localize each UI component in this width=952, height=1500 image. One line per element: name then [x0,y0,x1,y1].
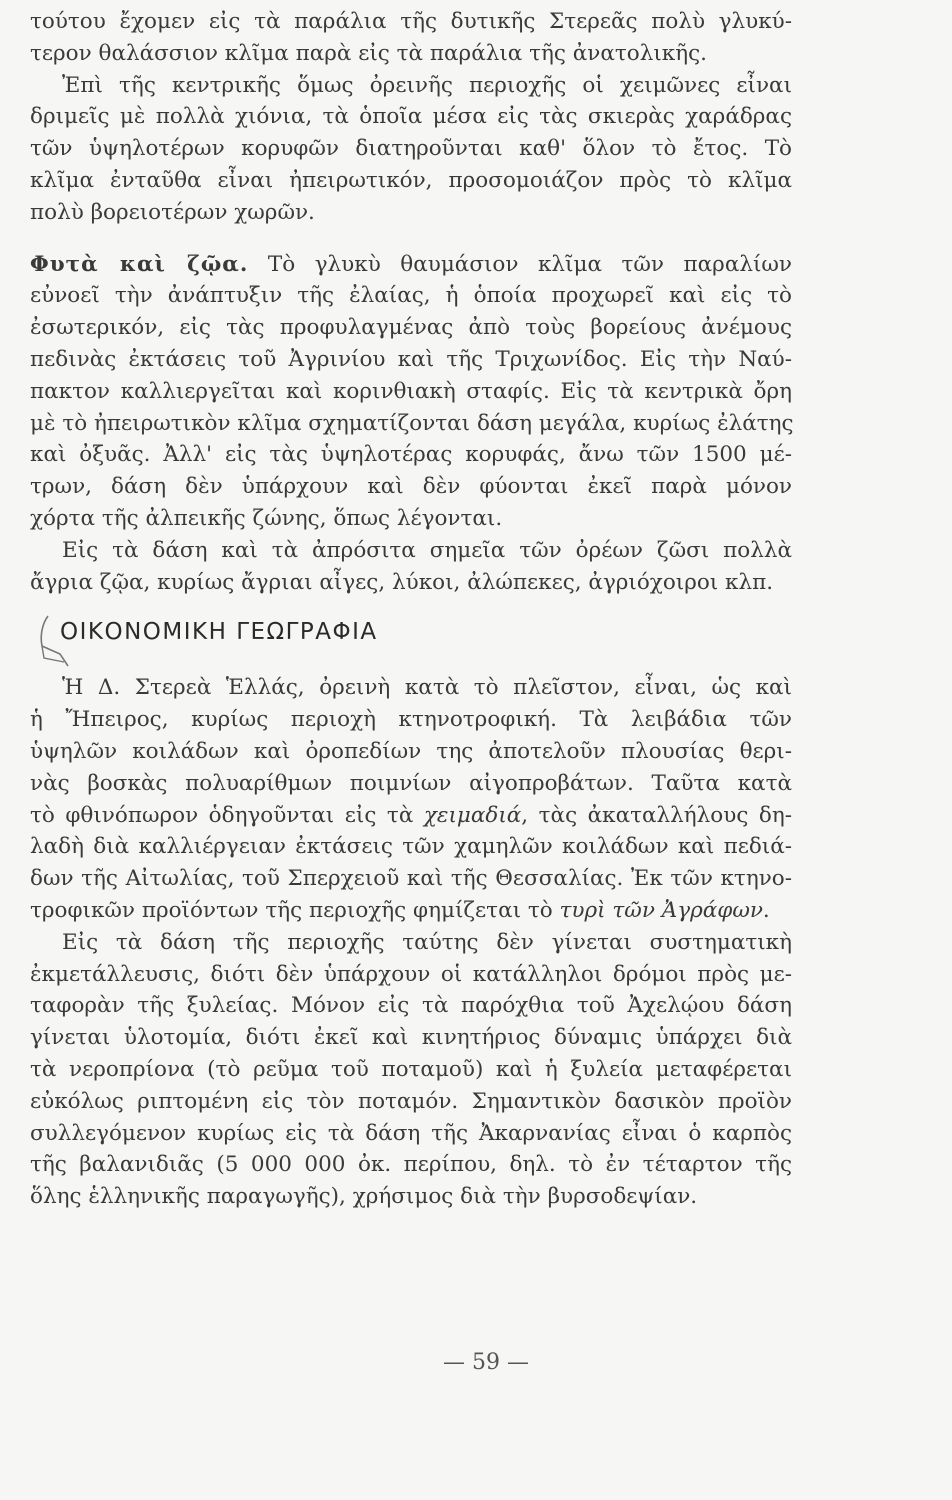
text-line: ἄγρια ζῷα, κυρίως ἄγριαι αἶγες, λύκοι, ἀλώπεκες, ἀγριόχοιροι κλπ. [30,569,774,595]
paragraph-forestry [30,927,792,1213]
text-line: τῶν ὑψηλοτέρων κορυφῶν διατηροῦνται καθ' ὅλον τὸ ἔτος. Τὸ [30,136,792,162]
page-number: — 59 — [443,1350,529,1375]
text-line [30,800,792,832]
text-line: τερον θαλάσσιον κλῖμα παρὰ εἰς τὰ παράλια τῆς ἀνατολικῆς. [30,40,707,66]
text-line: τῆς βαλανιδιᾶς (5 000 000 ὀκ. περίπου, δηλ. τὸ ἐν τέταρτον τῆς [30,1152,792,1178]
text-line: Ἡ Δ. Στερεὰ Ἑλλάς, ὀρεινὴ κατὰ τὸ πλεῖστον, εἶναι, ὡς καὶ [62,675,792,701]
paragraph-wild-animals [30,535,792,599]
paragraph-livestock [30,672,792,926]
text-line: τρων, δάση δὲν ὑπάρχουν καὶ δὲν φύονται ἐκεῖ παρὰ μόνον [30,474,792,500]
paragraph-plants-animals [30,249,792,535]
paragraph-climate-interior [30,70,792,229]
text-line: συλλεγόμενον κυρίως εἰς τὰ δάση τῆς Ἀκαρνανίας εἶναι ὁ καρπὸς [30,1120,792,1146]
text-line: ἐκμετάλλευσις, διότι δὲν ὑπάρχουν οἱ κατάλληλοι δρόμοι πρὸς με- [30,961,792,987]
text-line: Εἰς τὰ δάση καὶ τὰ ἀπρόσιτα σημεῖα τῶν ὀρέων ζῶσι πολλὰ [62,537,792,563]
text-line: τούτου ἔχομεν εἰς τὰ παράλια τῆς δυτικῆς Στερεᾶς πολὺ γλυκύ- [30,9,792,34]
pencil-mark-icon [34,610,74,670]
subsection-heading: Φυτὰ καὶ ζῷα. [30,251,249,277]
text-line: χόρτα τῆς ἀλπεικῆς ζώνης, ὅπως λέγονται. [30,505,503,531]
text-span: τὸ φθινόπωρον ὁδηγοῦνται εἰς τὰ [30,802,424,828]
text-line: Εἰς τὰ δάση τῆς περιοχῆς ταύτης δὲν γίνεται συστηματικὴ [62,929,792,955]
text-line: πεδινὰς ἐκτάσεις τοῦ Ἀγρινίου καὶ τῆς Τριχωνίδος. Εἰς τὴν Ναύ- [30,346,792,372]
text-line: νὰς βοσκὰς πολυαρίθμων ποιμνίων αἰγοπροβάτων. Ταῦτα κατὰ [30,770,792,796]
paragraph-continuation [30,6,792,70]
text-line: γίνεται ὑλοτομία, διότι ἐκεῖ καὶ κινητήριος δύναμις ὑπάρχει διὰ [30,1025,792,1051]
section-heading [60,610,792,658]
text-line: πολὺ βορειοτέρων χωρῶν. [30,199,315,225]
text-span: τροφικῶν προϊόντων τῆς περιοχῆς φημίζεται τὸ [30,897,560,923]
text-span: Τὸ γλυκὺ θαυμάσιον κλῖμα τῶν παραλίων [267,251,792,277]
text-line: εὐνοεῖ τὴν ἀνάπτυξιν τῆς ἐλαίας, ἡ ὁποία προχωρεῖ καὶ εἰς τὸ [30,283,792,309]
text-line: ὅλης ἑλληνικῆς παραγωγῆς), χρήσιμος διὰ τὴν βυρσοδεψίαν. [30,1184,698,1210]
text-line: εὐκόλως ριπτομένη εἰς τὸν ποταμόν. Σημαντικὸν δασικὸν προϊὸν [30,1088,792,1114]
text-line [30,249,792,281]
text-line: τὰ νεροπρίονα (τὸ ρεῦμα τοῦ ποταμοῦ) καὶ ἡ ξυλεία μεταφέρεται [30,1056,792,1082]
text-line: ἐσωτερικόν, εἰς τὰς προφυλαγμένας ἀπὸ τοὺς βορείους ἀνέμους [30,315,792,341]
text-line: δριμεῖς μὲ πολλὰ χιόνια, τὰ ὁποῖα μέσα εἰς τὰς σκιερὰς χαράδρας [30,104,792,130]
text-line: ταφορὰν τῆς ξυλείας. Μόνον εἰς τὰ παρόχθια τοῦ Ἀχελῴου δάση [30,993,792,1019]
text-line: ὑψηλῶν κοιλάδων καὶ ὀροπεδίων της ἀποτελοῦν πλουσίας θερι- [30,738,792,764]
text-line: ἡ Ἤπειρος, κυρίως περιοχὴ κτηνοτροφική. Τὰ λειβάδια τῶν [30,707,792,733]
section-heading-text: ΟΙΚΟΝΟΜΙΚΗ ΓΕΩΓΡΑΦΙΑ [60,619,378,646]
text-line: μὲ τὸ ἠπειρωτικὸν κλῖμα σχηματίζονται δάση μεγάλα, κυρίως ἐλάτης [30,410,794,436]
text-line: πακτον καλλιεργεῖται καὶ κορινθιακὴ σταφίς. Εἰς τὰ κεντρικὰ ὄρη [30,378,792,404]
text-span: , τὰς ἀκαταλλήλους δη- [521,802,792,828]
italic-term: τυρὶ τῶν Ἀγράφων [559,897,763,923]
text-span: . [762,897,770,923]
text-line: Ἐπὶ τῆς κεντρικῆς ὅμως ὀρεινῆς περιοχῆς οἱ χειμῶνες εἶναι [62,72,792,98]
text-line: λαδὴ διὰ καλλιέργειαν ἐκτάσεις τῶν χαμηλῶν κοιλάδων καὶ πεδιά- [30,834,792,860]
text-line: καὶ ὀξυᾶς. Ἀλλ' εἰς τὰς ὑψηλοτέρας κορυφάς, ἄνω τῶν 1500 μέ- [30,442,792,468]
italic-term: χειμαδιά [423,802,522,828]
text-line [30,895,792,927]
text-line: κλῖμα ἐνταῦθα εἶναι ἠπειρωτικόν, προσομοιάζον πρὸς τὸ κλῖμα [30,167,792,193]
text-line: δων τῆς Αἰτωλίας, τοῦ Σπερχειοῦ καὶ τῆς Θεσσαλίας. Ἐκ τῶν κτηνο- [30,866,792,892]
